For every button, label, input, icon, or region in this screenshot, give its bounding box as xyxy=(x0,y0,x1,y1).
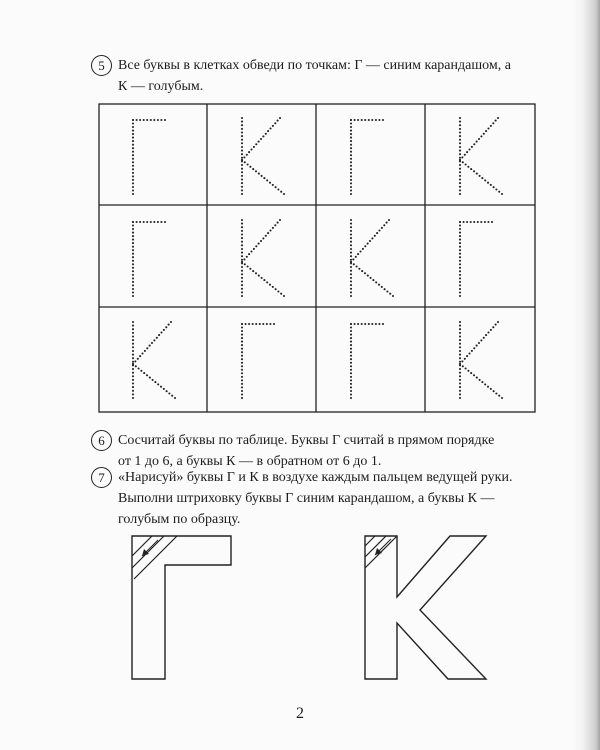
tracing-cell-g xyxy=(132,119,166,195)
tracing-cell-g xyxy=(459,221,493,297)
tracing-cell-k xyxy=(459,117,503,195)
task-number-badge: 5 xyxy=(91,55,112,76)
tracing-cell-g xyxy=(132,221,166,297)
page-number: 2 xyxy=(296,705,304,722)
tracing-cell-k xyxy=(241,219,285,297)
tracing-cell-k xyxy=(132,321,176,399)
task-7-line-1: «Нарисуй» буквы Г и К в воздухе каждым пальцем ведущей руки. xyxy=(118,470,513,485)
tracing-cell-g xyxy=(350,323,384,399)
sample-letter-k xyxy=(360,530,490,685)
task-6-line-1: Сосчитай буквы по таблице. Буквы Г считай в прямом порядке xyxy=(118,433,495,448)
task-7-line-2: Выполни штриховку буквы Г синим карандашом, а буквы К — xyxy=(118,491,495,506)
page-edge-shadow xyxy=(572,0,600,750)
tracing-cell-g xyxy=(350,119,384,195)
task-7-line-3: голубым по образцу. xyxy=(118,512,241,527)
task-5-line-2: К — голубым. xyxy=(118,79,204,94)
tracing-cell-k xyxy=(459,321,503,399)
tracing-grid xyxy=(98,103,536,413)
task-6-line-2: от 1 до 6, а буквы К — в обратном от 6 до 1. xyxy=(118,454,382,469)
tracing-cell-k xyxy=(350,219,394,297)
sample-letter-g xyxy=(128,530,248,685)
tracing-cell-k xyxy=(241,117,285,195)
task-number-badge: 7 xyxy=(91,467,112,488)
task-number-badge: 6 xyxy=(91,430,112,451)
task-5-line-1: Все буквы в клетках обведи по точкам: Г — синим карандашом, а xyxy=(118,58,511,73)
tracing-cell-g xyxy=(241,323,275,399)
